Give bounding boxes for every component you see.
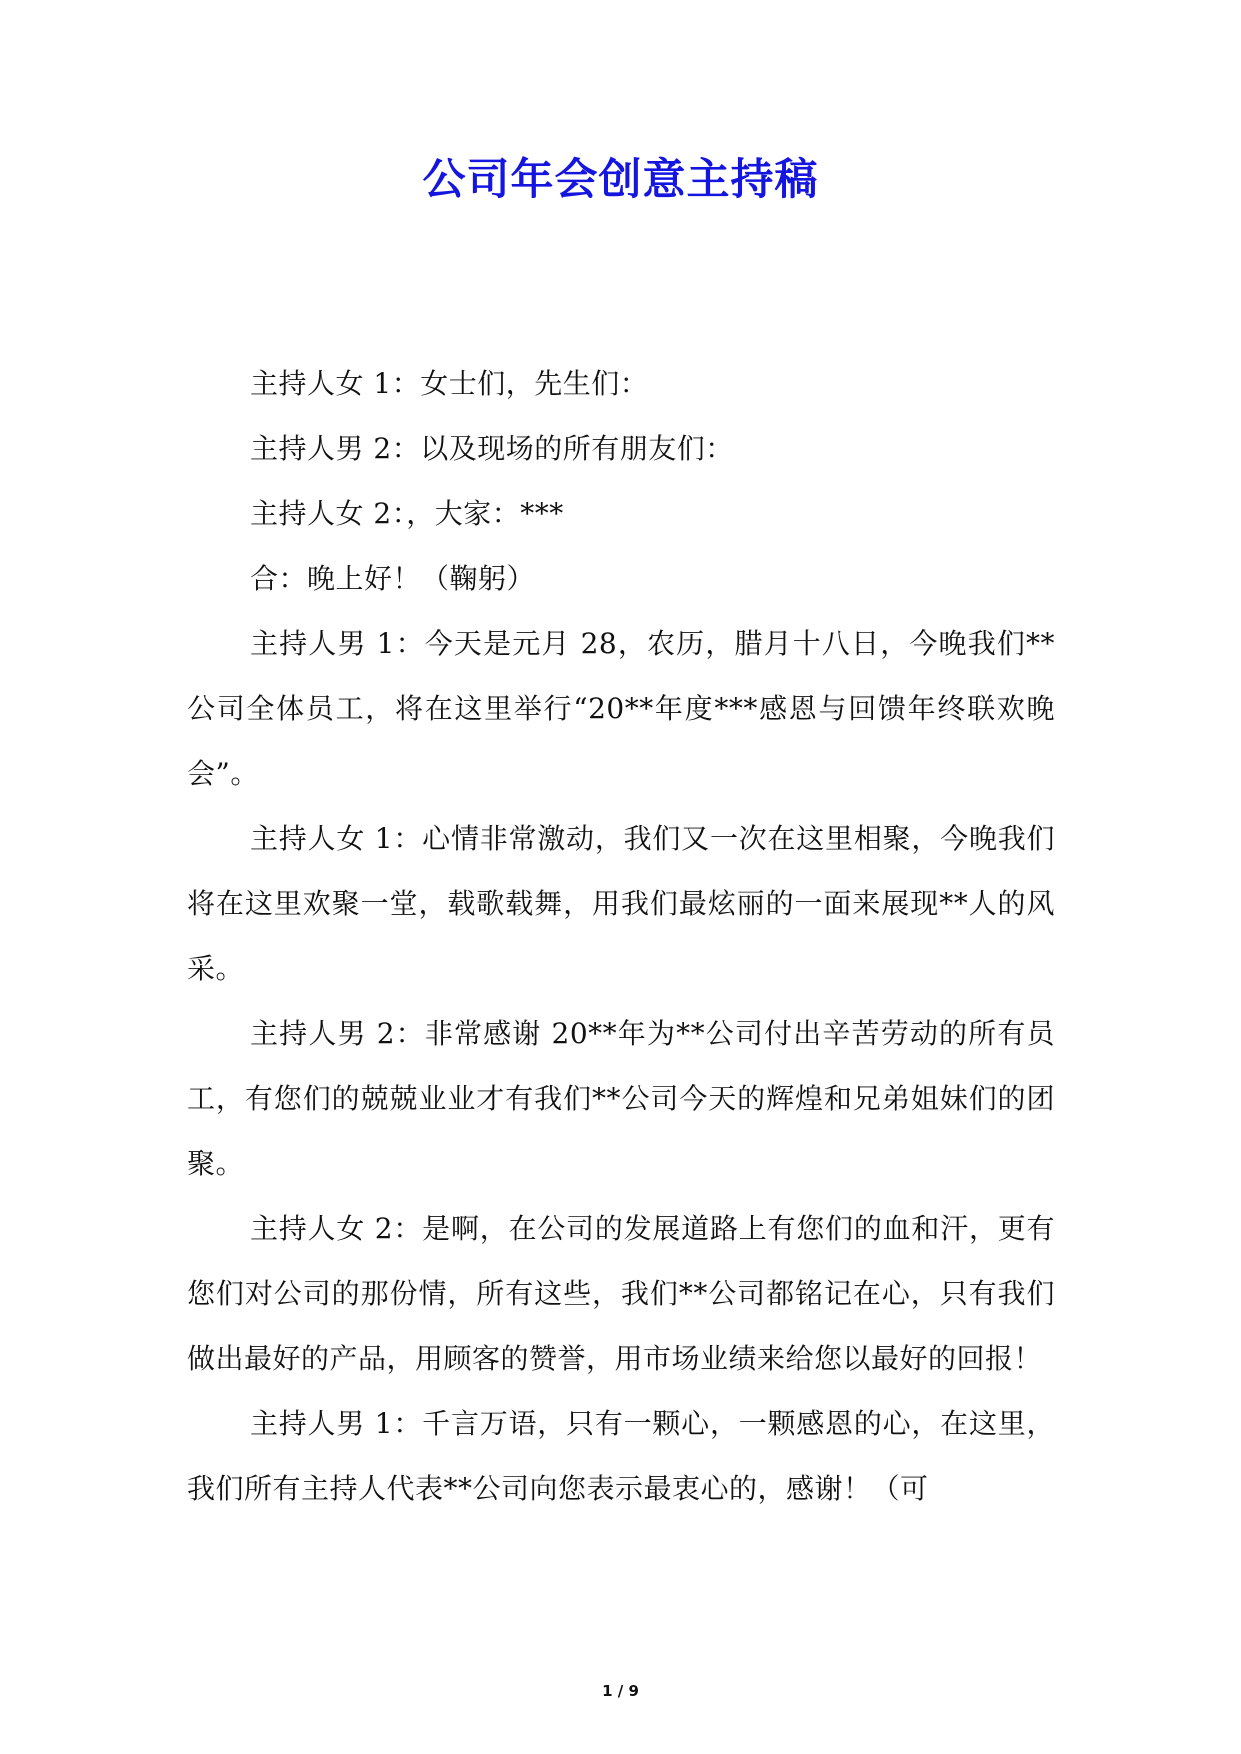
- paragraph-9: 主持人男 1：千言万语，只有一颗心，一颗感恩的心，在这里，我们所有主持人代表**公司向您表示最衷心的，感谢！（可: [187, 1407, 1055, 1505]
- document-title: 公司年会创意主持稿: [422, 155, 819, 205]
- paragraph-3: 主持人女 2：，大家：***: [250, 497, 564, 530]
- paragraph-8: 主持人女 2：是啊，在公司的发展道路上有您们的血和汗，更有您们对公司的那份情，所有这些，我们**公司都铭记在心，只有我们做出最好的产品，用顾客的赞誉，用市场业绩来给您以最好的回报！: [187, 1212, 1055, 1375]
- paragraph-5: 主持人男 1：今天是元月 28，农历，腊月十八日，今晚我们**公司全体员工，将在这里举行“20**年度***感恩与回馈年终联欢晚会”。: [187, 627, 1055, 790]
- paragraph-6: 主持人女 1：心情非常激动，我们又一次在这里相聚，今晚我们将在这里欢聚一堂，载歌载舞，用我们最炫丽的一面来展现**人的风采。: [187, 822, 1055, 985]
- page-number: 1 / 9: [602, 1682, 639, 1700]
- paragraph-7: 主持人男 2：非常感谢 20**年为**公司付出辛苦劳动的所有员工，有您们的兢兢业业才有我们**公司今天的辉煌和兄弟姐妹们的团聚。: [187, 1017, 1055, 1180]
- paragraph-2: 主持人男 2：以及现场的所有朋友们：: [250, 432, 734, 465]
- document-body: [187, 351, 1055, 1521]
- paragraph-1: 主持人女 1：女士们，先生们：: [250, 367, 649, 400]
- paragraph-4: 合：晚上好！（鞠躬）: [250, 562, 536, 595]
